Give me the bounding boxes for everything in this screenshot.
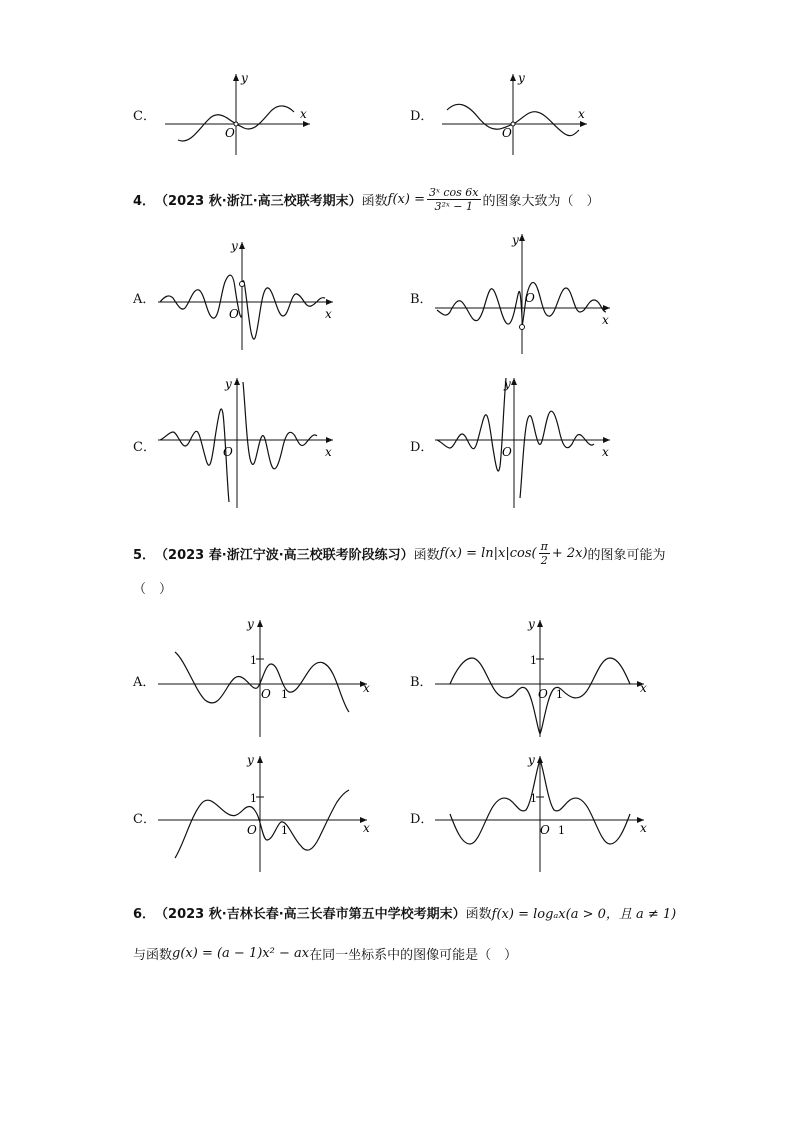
question-tail: 的图象大致为（ ） (482, 194, 600, 209)
origin-label: O (229, 307, 239, 321)
x-axis-arrow (303, 121, 310, 127)
y-label: y (512, 233, 519, 247)
y-axis-arrow (537, 620, 543, 627)
x-label: x (640, 681, 647, 695)
y-axis-arrow (511, 378, 517, 385)
q4-graph-c (155, 372, 345, 510)
question-6-stem (133, 903, 676, 922)
question-number: 4． (133, 194, 156, 209)
y-axis-arrow (257, 756, 263, 763)
tick-one-y-label: 1 (530, 792, 537, 805)
origin-label: O (223, 445, 233, 459)
curve-right (520, 411, 594, 498)
q5-graph-b (432, 612, 652, 742)
question-lead: 与函数 (133, 948, 173, 963)
question-lead: 函数 (361, 194, 388, 209)
question-5-paren (133, 578, 172, 597)
x-label: x (602, 445, 609, 459)
graph-top-c (160, 70, 320, 160)
y-label: y (241, 71, 248, 85)
y-label: y (528, 617, 535, 631)
x-axis-arrow (603, 437, 610, 443)
q5-option-c-label: C． (133, 812, 156, 827)
answer-paren: （ ） (133, 582, 173, 597)
question-5-stem (133, 540, 666, 567)
origin-label: O (502, 445, 512, 459)
q5-option-a-label: A． (133, 675, 156, 690)
y-axis-arrow (519, 234, 525, 241)
origin-label: O (261, 687, 271, 701)
curve-left (160, 409, 229, 502)
question-lead: 函数 (413, 548, 440, 563)
q5-option-b-label: B． (410, 675, 433, 690)
x-label: x (578, 107, 585, 121)
y-label: y (247, 753, 254, 767)
origin-label: O (502, 126, 512, 140)
y-axis-arrow (239, 242, 245, 249)
curve (175, 652, 349, 712)
origin-label: O (538, 687, 548, 701)
question-number: 5． (133, 548, 156, 563)
hole-marker (520, 325, 525, 330)
y-label: y (247, 617, 254, 631)
function-tail: + 2x) (551, 546, 588, 561)
q5-graph-a (155, 612, 375, 742)
curve-right (242, 281, 325, 339)
tick-one-x-label: 1 (281, 688, 288, 701)
x-label: x (640, 821, 647, 835)
function-name: f(x) = ln|x|cos( (439, 546, 537, 561)
hole-marker (240, 282, 245, 287)
q4-option-d-label: D． (410, 440, 434, 455)
q4-option-c-label: C． (133, 440, 156, 455)
function-fraction (427, 186, 481, 213)
origin-label: O (540, 823, 550, 837)
x-label: x (602, 313, 609, 327)
curve-right (243, 382, 317, 469)
origin-label: O (247, 823, 257, 837)
tick-one-x-label: 1 (281, 824, 288, 837)
question-tail: 的图象可能为 (587, 548, 666, 563)
curve-left (437, 378, 506, 471)
question-number: 6． (133, 907, 156, 922)
x-label: x (325, 307, 332, 321)
x-axis-arrow (580, 121, 587, 127)
q5-graph-c (155, 750, 375, 880)
origin-label: O (525, 291, 535, 305)
fraction-denominator: 2 (540, 554, 548, 567)
tick-one-y-label: 1 (530, 654, 537, 667)
x-label: x (300, 107, 307, 121)
question-source: （2023 秋·吉林长春·高三长春市第五中学校考期末） (155, 907, 466, 922)
tick-one-y-label: 1 (250, 792, 257, 805)
tick-one-y-label: 1 (250, 654, 257, 667)
function-name: f(x) = (387, 192, 425, 207)
y-axis-arrow (234, 378, 240, 385)
question-tail: 在同一坐标系中的图像可能是（ ） (309, 948, 518, 963)
y-axis-arrow (257, 620, 263, 627)
x-label: x (363, 821, 370, 835)
tick-one-x-label: 1 (556, 688, 563, 701)
x-label: x (363, 681, 370, 695)
function-name: f(x) = logₐx(a > 0，且 a ≠ 1) (491, 907, 677, 922)
question-source: （2023 秋·浙江·高三校联考期末） (155, 194, 362, 209)
function-g: g(x) = (a − 1)x² − ax (172, 946, 310, 961)
x-axis-arrow (326, 299, 333, 305)
question-6-stem-line2 (133, 944, 517, 963)
q4-graph-a (155, 232, 345, 352)
fraction-numerator: 3ˣ cos 6x (428, 186, 479, 199)
fraction-denominator: 3²ˣ − 1 (434, 200, 473, 213)
y-label: y (231, 239, 238, 253)
q5-option-d-label: D． (410, 812, 434, 827)
q4-graph-d (432, 372, 622, 510)
y-label: y (518, 71, 525, 85)
option-d-label: D． (410, 109, 434, 124)
fraction-numerator: π (540, 540, 548, 553)
x-axis-arrow (326, 437, 333, 443)
q4-graph-b (432, 228, 622, 356)
curve-left (437, 289, 522, 324)
origin-label: O (225, 126, 235, 140)
y-label: y (504, 377, 511, 391)
option-c-label: C． (133, 109, 156, 124)
x-label: x (325, 445, 332, 459)
q4-option-b-label: B． (410, 292, 433, 307)
y-label: y (528, 753, 535, 767)
curve (175, 790, 349, 858)
y-axis-arrow (510, 74, 516, 81)
q5-graph-d (432, 750, 652, 880)
tick-one-x-label: 1 (558, 824, 565, 837)
question-4-stem (133, 186, 600, 213)
q4-option-a-label: A． (133, 292, 156, 307)
y-axis-arrow (233, 74, 239, 81)
graph-top-d (437, 70, 597, 160)
question-lead: 函数 (465, 907, 492, 922)
question-source: （2023 春·浙江宁波·高三校联考阶段练习） (155, 548, 414, 563)
y-label: y (225, 377, 232, 391)
function-fraction (539, 540, 550, 567)
